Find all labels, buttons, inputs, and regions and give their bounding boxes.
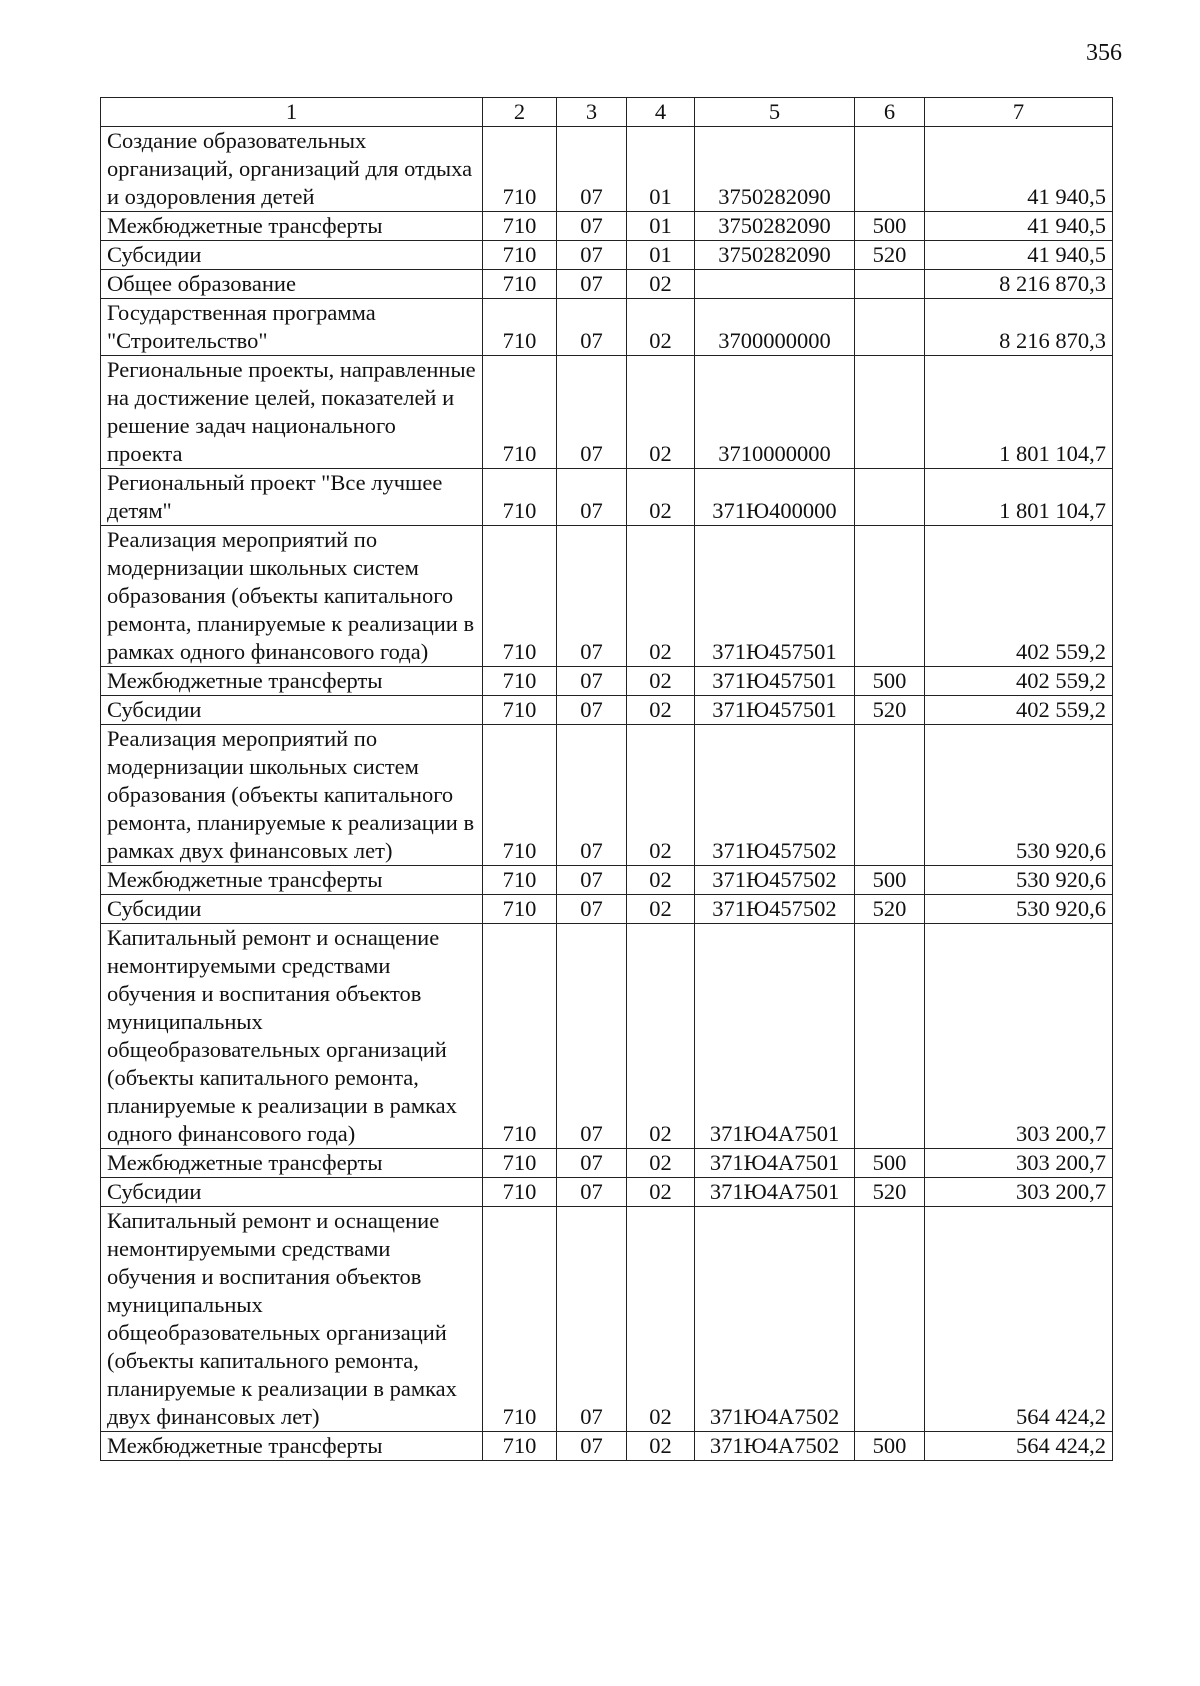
- row-col-5: 3710000000: [695, 356, 855, 469]
- row-col-3: 07: [557, 895, 627, 924]
- row-col-6: [855, 270, 925, 299]
- table-row: [101, 895, 1113, 924]
- row-col-2: 710: [483, 356, 557, 469]
- table-row: [101, 241, 1113, 270]
- row-amount: 564 424,2: [925, 1432, 1113, 1461]
- header-col-7: 7: [925, 98, 1113, 127]
- row-name: Реализация мероприятий по модернизации школьных систем образования (объекты капитального ремонта, планируемые к реализации в рамках одного финансового года): [101, 526, 483, 667]
- row-col-2: 710: [483, 866, 557, 895]
- row-col-2: 710: [483, 725, 557, 866]
- row-col-4: 02: [627, 895, 695, 924]
- table-row: [101, 1432, 1113, 1461]
- table-row: [101, 725, 1113, 866]
- row-col-6: 520: [855, 241, 925, 270]
- row-amount: 8 216 870,3: [925, 299, 1113, 356]
- row-col-3: 07: [557, 1149, 627, 1178]
- table-row: [101, 1178, 1113, 1207]
- table-row: [101, 356, 1113, 469]
- row-col-6: 520: [855, 1178, 925, 1207]
- row-col-3: 07: [557, 270, 627, 299]
- row-col-6: 500: [855, 1149, 925, 1178]
- row-col-2: 710: [483, 696, 557, 725]
- table-row: [101, 696, 1113, 725]
- row-col-4: 02: [627, 667, 695, 696]
- row-name: Региональные проекты, направленные на достижение целей, показателей и решение задач национального проекта: [101, 356, 483, 469]
- row-col-5: 371Ю400000: [695, 469, 855, 526]
- row-col-2: 710: [483, 526, 557, 667]
- row-col-4: 02: [627, 924, 695, 1149]
- row-name: Общее образование: [101, 270, 483, 299]
- row-col-3: 07: [557, 1178, 627, 1207]
- row-name: Создание образовательных организаций, организаций для отдыха и оздоровления детей: [101, 127, 483, 212]
- row-col-3: 07: [557, 127, 627, 212]
- row-col-2: 710: [483, 895, 557, 924]
- row-col-2: 710: [483, 270, 557, 299]
- row-amount: 530 920,6: [925, 895, 1113, 924]
- row-col-4: 02: [627, 270, 695, 299]
- table-header: [101, 98, 1113, 127]
- row-col-4: 01: [627, 127, 695, 212]
- row-amount: 1 801 104,7: [925, 356, 1113, 469]
- row-col-2: 710: [483, 299, 557, 356]
- table-row: [101, 1149, 1113, 1178]
- row-amount: 530 920,6: [925, 725, 1113, 866]
- row-name: Субсидии: [101, 895, 483, 924]
- row-col-6: 500: [855, 212, 925, 241]
- row-name: Межбюджетные трансферты: [101, 212, 483, 241]
- row-name: Региональный проект "Все лучшее детям": [101, 469, 483, 526]
- row-col-5: 371Ю4А7502: [695, 1432, 855, 1461]
- row-col-3: 07: [557, 1207, 627, 1432]
- row-col-4: 02: [627, 356, 695, 469]
- row-col-4: 02: [627, 1149, 695, 1178]
- row-col-4: 02: [627, 469, 695, 526]
- row-col-3: 07: [557, 356, 627, 469]
- row-col-4: 02: [627, 299, 695, 356]
- row-col-2: 710: [483, 469, 557, 526]
- row-col-3: 07: [557, 696, 627, 725]
- row-col-6: [855, 924, 925, 1149]
- row-col-5: 371Ю457502: [695, 895, 855, 924]
- row-amount: 402 559,2: [925, 696, 1113, 725]
- row-col-5: 371Ю4А7501: [695, 1149, 855, 1178]
- row-name: Межбюджетные трансферты: [101, 1149, 483, 1178]
- table-row: [101, 924, 1113, 1149]
- row-col-5: 371Ю4А7501: [695, 924, 855, 1149]
- row-name: Государственная программа "Строительство": [101, 299, 483, 356]
- row-name: Субсидии: [101, 241, 483, 270]
- row-col-6: 500: [855, 667, 925, 696]
- table-body: [101, 127, 1113, 1461]
- row-col-5: 371Ю457502: [695, 866, 855, 895]
- row-col-6: [855, 1207, 925, 1432]
- row-col-5: 3700000000: [695, 299, 855, 356]
- header-col-3: 3: [557, 98, 627, 127]
- row-col-5: 371Ю457501: [695, 526, 855, 667]
- row-col-4: 02: [627, 725, 695, 866]
- row-col-5: 3750282090: [695, 241, 855, 270]
- row-col-3: 07: [557, 299, 627, 356]
- row-col-6: [855, 469, 925, 526]
- row-amount: 402 559,2: [925, 526, 1113, 667]
- row-amount: 402 559,2: [925, 667, 1113, 696]
- table-row: [101, 526, 1113, 667]
- table-row: [101, 212, 1113, 241]
- row-col-4: 01: [627, 241, 695, 270]
- row-amount: 303 200,7: [925, 924, 1113, 1149]
- row-col-2: 710: [483, 1178, 557, 1207]
- table-row: [101, 469, 1113, 526]
- row-name: Реализация мероприятий по модернизации школьных систем образования (объекты капитального ремонта, планируемые к реализации в рамках двух финансовых лет): [101, 725, 483, 866]
- row-col-6: [855, 725, 925, 866]
- row-col-2: 710: [483, 127, 557, 212]
- row-amount: 564 424,2: [925, 1207, 1113, 1432]
- row-name: Межбюджетные трансферты: [101, 866, 483, 895]
- row-col-5: 3750282090: [695, 127, 855, 212]
- row-amount: 8 216 870,3: [925, 270, 1113, 299]
- row-col-3: 07: [557, 526, 627, 667]
- row-col-4: 02: [627, 526, 695, 667]
- row-col-4: 02: [627, 1178, 695, 1207]
- row-col-2: 710: [483, 1432, 557, 1461]
- row-col-3: 07: [557, 667, 627, 696]
- row-col-3: 07: [557, 212, 627, 241]
- budget-table: [100, 97, 1113, 1461]
- row-col-3: 07: [557, 1432, 627, 1461]
- row-col-3: 07: [557, 469, 627, 526]
- row-col-2: 710: [483, 1207, 557, 1432]
- row-col-2: 710: [483, 241, 557, 270]
- row-col-6: [855, 356, 925, 469]
- row-amount: 41 940,5: [925, 127, 1113, 212]
- row-col-2: 710: [483, 667, 557, 696]
- row-col-3: 07: [557, 241, 627, 270]
- row-col-4: 02: [627, 1432, 695, 1461]
- row-col-5: 371Ю457502: [695, 725, 855, 866]
- row-col-4: 02: [627, 1207, 695, 1432]
- header-col-6: 6: [855, 98, 925, 127]
- row-amount: 303 200,7: [925, 1178, 1113, 1207]
- row-col-6: 500: [855, 1432, 925, 1461]
- row-col-5: 371Ю4А7502: [695, 1207, 855, 1432]
- table-row: [101, 667, 1113, 696]
- row-name: Межбюджетные трансферты: [101, 1432, 483, 1461]
- header-col-2: 2: [483, 98, 557, 127]
- row-col-3: 07: [557, 866, 627, 895]
- row-amount: 303 200,7: [925, 1149, 1113, 1178]
- row-col-5: [695, 270, 855, 299]
- row-name: Межбюджетные трансферты: [101, 667, 483, 696]
- table-row: [101, 270, 1113, 299]
- row-col-6: [855, 127, 925, 212]
- row-col-5: 371Ю457501: [695, 696, 855, 725]
- row-col-4: 02: [627, 866, 695, 895]
- row-amount: 530 920,6: [925, 866, 1113, 895]
- row-amount: 1 801 104,7: [925, 469, 1113, 526]
- row-amount: 41 940,5: [925, 241, 1113, 270]
- header-row: [101, 98, 1113, 127]
- row-col-6: 520: [855, 696, 925, 725]
- table-row: [101, 1207, 1113, 1432]
- page-number: 356: [1086, 40, 1122, 66]
- row-col-2: 710: [483, 1149, 557, 1178]
- row-col-2: 710: [483, 212, 557, 241]
- row-col-4: 02: [627, 696, 695, 725]
- row-col-6: [855, 299, 925, 356]
- row-col-3: 07: [557, 725, 627, 866]
- row-col-6: [855, 526, 925, 667]
- table-row: [101, 866, 1113, 895]
- table-row: [101, 127, 1113, 212]
- header-col-1: 1: [101, 98, 483, 127]
- row-amount: 41 940,5: [925, 212, 1113, 241]
- row-col-5: 3750282090: [695, 212, 855, 241]
- row-col-3: 07: [557, 924, 627, 1149]
- row-name: Субсидии: [101, 696, 483, 725]
- row-name: Капитальный ремонт и оснащение немонтируемыми средствами обучения и воспитания объектов муниципальных общеобразовательных организаций (объекты капитального ремонта, планируемые к реализации в рамках двух финансовых лет): [101, 1207, 483, 1432]
- row-col-4: 01: [627, 212, 695, 241]
- row-name: Капитальный ремонт и оснащение немонтируемыми средствами обучения и воспитания объектов муниципальных общеобразовательных организаций (объекты капитального ремонта, планируемые к реализации в рамках одного финансового года): [101, 924, 483, 1149]
- header-col-4: 4: [627, 98, 695, 127]
- row-col-5: 371Ю457501: [695, 667, 855, 696]
- row-col-6: 500: [855, 866, 925, 895]
- row-col-6: 520: [855, 895, 925, 924]
- table-row: [101, 299, 1113, 356]
- header-col-5: 5: [695, 98, 855, 127]
- row-col-2: 710: [483, 924, 557, 1149]
- row-name: Субсидии: [101, 1178, 483, 1207]
- row-col-5: 371Ю4А7501: [695, 1178, 855, 1207]
